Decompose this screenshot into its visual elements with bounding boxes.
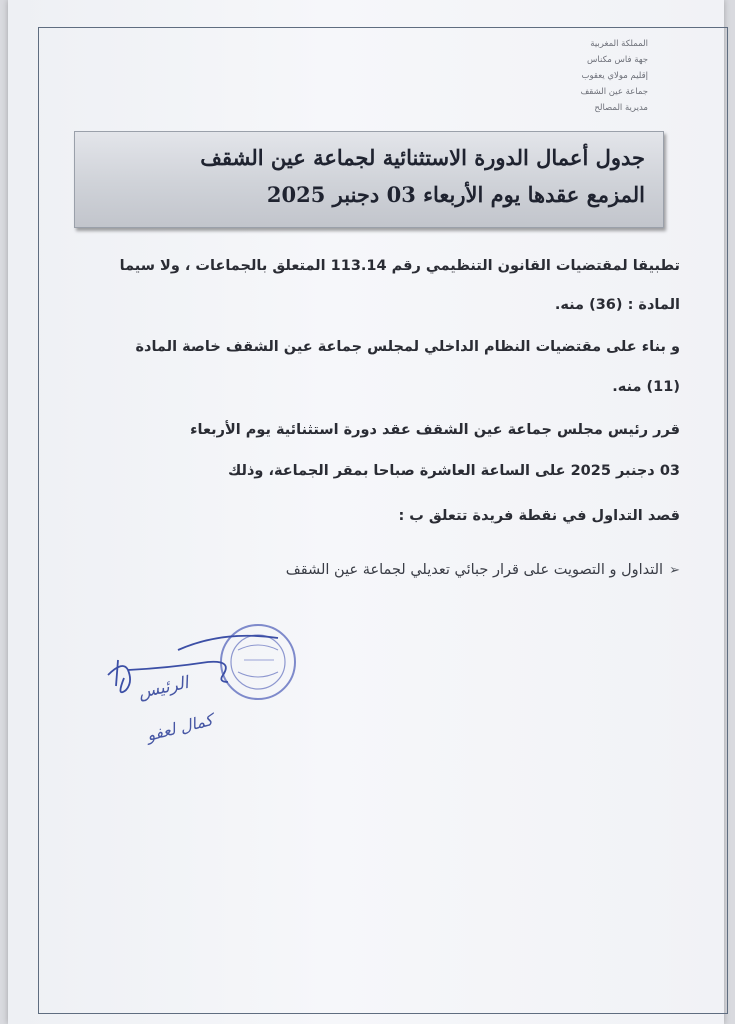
letterhead-line: إقليم مولاي يعقوب [581,71,648,81]
letterhead [548,36,648,116]
title-line-1: جدول أعمال الدورة الاستثنائية لجماعة عين الشقف [200,145,645,170]
body-paragraph-article: المادة : (36) منه. [554,297,680,313]
handwritten-signature-icon [108,636,278,693]
title-box [74,131,664,228]
letterhead-line: مديرية المصالح [594,103,648,113]
document-page [8,0,724,1024]
agenda-item-text: التداول و التصويت على قرار جبائي تعديلي لجماعة عين الشقف [285,562,664,578]
body-paragraph-legal-basis: تطبيقا لمقتضيات القانون التنظيمي رقم 113.14 المتعلق بالجماعات ، ولا سيما [119,258,680,274]
body-paragraph-date-time: 03 دجنبر 2025 على الساعة العاشرة صباحا بمقر الجماعة، وذلك [228,463,680,479]
letterhead-line: جهة فاس مكناس [587,55,648,65]
title-line-2: المزمع عقدها يوم الأربعاء 03 دجنبر 2025 [266,182,645,207]
body-paragraph-purpose: قصد التداول في نقطة فريدة تتعلق ب : [398,508,680,524]
signature-block [98,620,318,770]
signature-name: كمال لعفو [144,710,215,745]
letterhead-line: المملكة المغربية [590,39,648,49]
body-paragraph-internal-rules: و بناء على مقتضيات النظام الداخلي لمجلس جماعة عين الشقف خاصة المادة [135,339,680,355]
check-arrow-icon: ➢ [669,563,680,578]
body-paragraph-decision: قرر رئيس مجلس جماعة عين الشقف عقد دورة استثنائية يوم الأربعاء [190,422,680,438]
letterhead-line: جماعة عين الشقف [580,87,648,97]
stamp-and-signature-drawing [98,620,318,770]
body-paragraph-article-11: (11) منه. [612,379,680,395]
agenda-item [238,562,680,578]
signature-title: الرئيس [136,672,191,704]
